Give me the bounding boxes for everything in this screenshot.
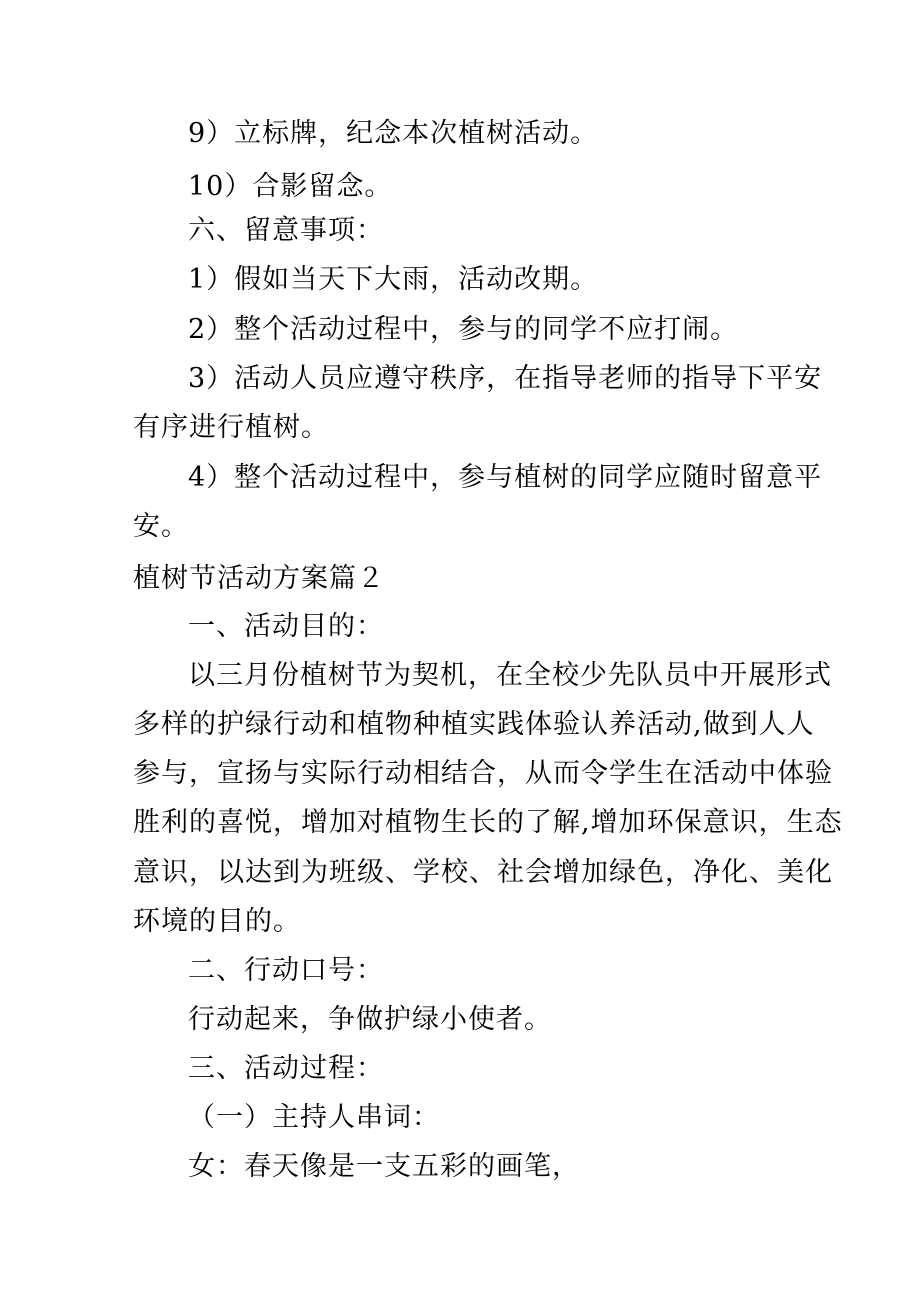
subsection-heading: （一）主持人串词：: [188, 1102, 440, 1133]
paragraph-line: 女：春天像是一支五彩的画笔，: [188, 1151, 580, 1182]
paragraph-line: 行动起来，争做护绿小使者。: [188, 1004, 552, 1035]
section-heading: 二、行动口号：: [188, 955, 384, 986]
section-heading: 六、留意事项：: [188, 215, 384, 246]
list-item-continuation: 有序进行植树。: [133, 412, 329, 443]
list-item: 9）立标牌，纪念本次植树活动。: [188, 118, 599, 149]
list-item: 3）活动人员应遵守秩序，在指导老师的指导下平安: [188, 363, 823, 394]
list-item: 10）合影留念。: [188, 171, 393, 202]
list-item: 4）整个活动过程中，参与植树的同学应随时留意平: [188, 462, 823, 493]
section-heading: 一、活动目的：: [188, 611, 384, 642]
paragraph-line: 参与，宣扬与实际行动相结合，从而令学生在活动中体验: [133, 758, 833, 789]
section-heading: 三、活动过程：: [188, 1053, 384, 1084]
paragraph-line: 以三月份植树节为契机，在全校少先队员中开展形式: [188, 660, 832, 691]
paragraph-line: 多样的护绿行动和植物种植实践体验认养活动,做到人人: [133, 709, 815, 740]
paragraph-line: 胜利的喜悦，增加对植物生长的了解,增加环保意识，生态: [133, 807, 843, 838]
list-item: 2）整个活动过程中，参与的同学不应打闹。: [188, 314, 739, 345]
paragraph-line: 意识，以达到为班级、学校、社会增加绿色，净化、美化: [133, 857, 833, 888]
paragraph-line: 环境的目的。: [133, 906, 301, 937]
list-item: 1）假如当天下大雨，活动改期。: [188, 264, 599, 295]
document-title: 植树节活动方案篇２: [133, 563, 385, 594]
list-item-continuation: 安。: [133, 511, 189, 542]
